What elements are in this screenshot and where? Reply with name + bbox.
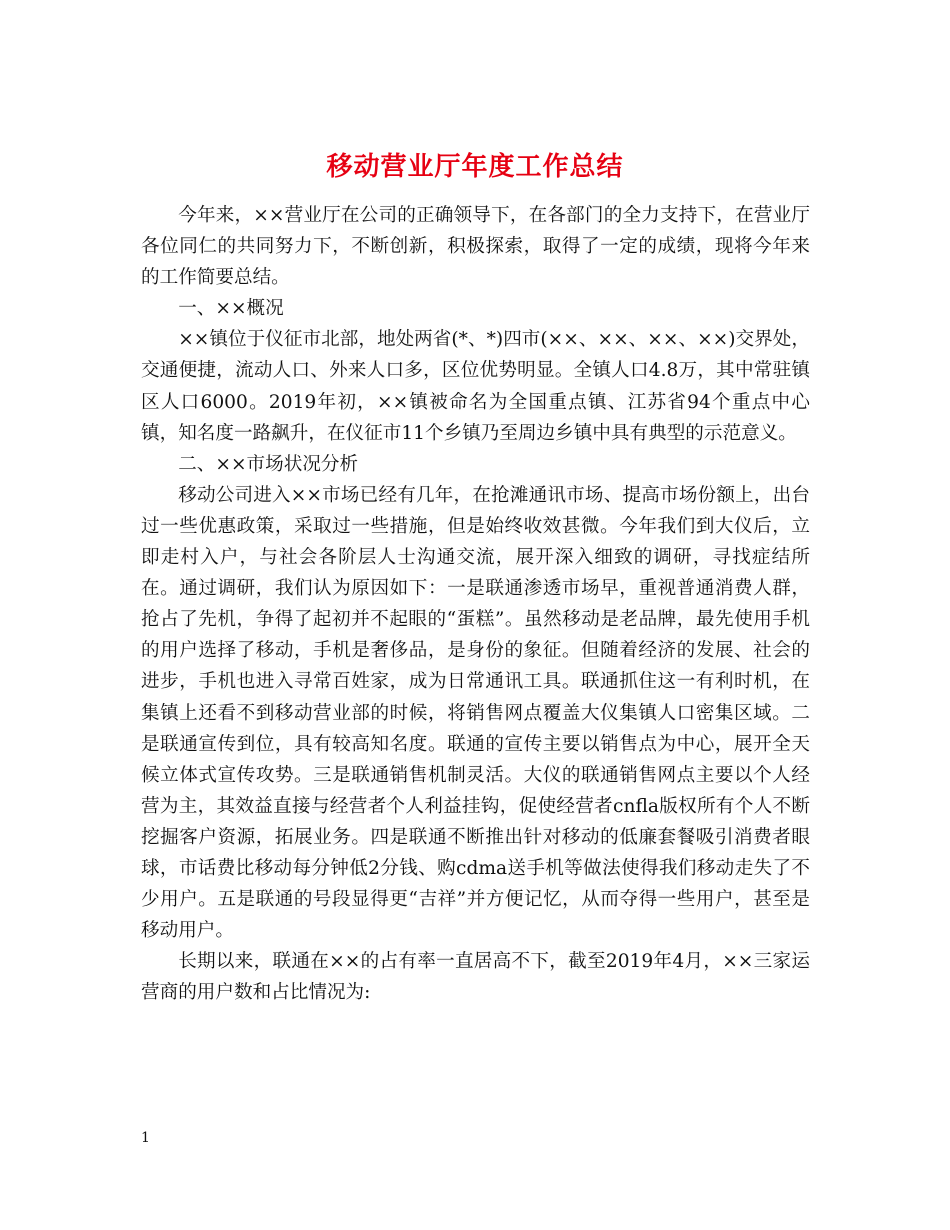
paragraph-intro: 今年来，××营业厅在公司的正确领导下，在各部门的全力支持下，在营业厅各位同仁的共同努力下，不断创新，积极探索，取得了一定的成绩，现将今年来的工作简要总结。 bbox=[141, 205, 810, 289]
section-heading-market-analysis: 二、××市场状况分析 bbox=[178, 453, 359, 475]
section-heading-overview: 一、××概况 bbox=[178, 298, 284, 320]
paragraph-overview: ××镇位于仪征市北部，地处两省(*、*)四市(××、××、××、××)交界处，交通便捷，流动人口、外来人口多，区位优势明显。全镇人口4.8万，其中常驻镇区人口6000。2019年初，××镇被命名为全国重点镇、江苏省94个重点中心镇，知名度一路飙升，在仪征市11个乡镇乃至周边乡镇中具有典型的示范意义。 bbox=[141, 329, 810, 444]
paragraph-market-analysis: 移动公司进入××市场已经有几年，在抢滩通讯市场、提高市场份额上，出台过一些优惠政策，采取过一些措施，但是始终收效甚微。今年我们到大仪后，立即走村入户，与社会各阶层人士沟通交流，展开深入细致的调研，寻找症结所在。通过调研，我们认为原因如下：一是联通渗透市场早，重视普通消费人群，抢占了先机，争得了起初并不起眼的“蛋糕”。虽然移动是老品牌，最先使用手机的用户选择了移动，手机是奢侈品，是身份的象征。但随着经济的发展、社会的进步，手机也进入寻常百姓家，成为日常通讯工具。联通抓住这一有利时机，在集镇上还看不到移动营业部的时候，将销售网点覆盖大仪集镇人口密集区域。二是联通宣传到位，具有较高知名度。联通的宣传主要以销售点为中心，展开全天候立体式宣传攻势。三是联通销售机制灵活。大仪的联通销售网点主要以个人经营为主，其效益直接与经营者个人利益挂钩，促使经营者cnfla版权所有个人不断挖掘客户资源，拓展业务。四是联通不断推出针对移动的低廉套餐吸引消费者眼球，市话费比移动每分钟低2分钱、购cdma送手机等做法使得我们移动走失了不少用户。五是联通的号段显得更“吉祥”并方便记忆，从而夺得一些用户，甚至是移动用户。 bbox=[141, 484, 810, 942]
document-title: 移动营业厅年度工作总结 bbox=[326, 152, 624, 183]
document-body bbox=[141, 200, 810, 1008]
page-number: 1 bbox=[141, 1130, 150, 1146]
paragraph-market-share: 长期以来，联通在××的占有率一直居高不下，截至2019年4月，××三家运营商的用户数和占比情况为: bbox=[141, 951, 810, 1004]
